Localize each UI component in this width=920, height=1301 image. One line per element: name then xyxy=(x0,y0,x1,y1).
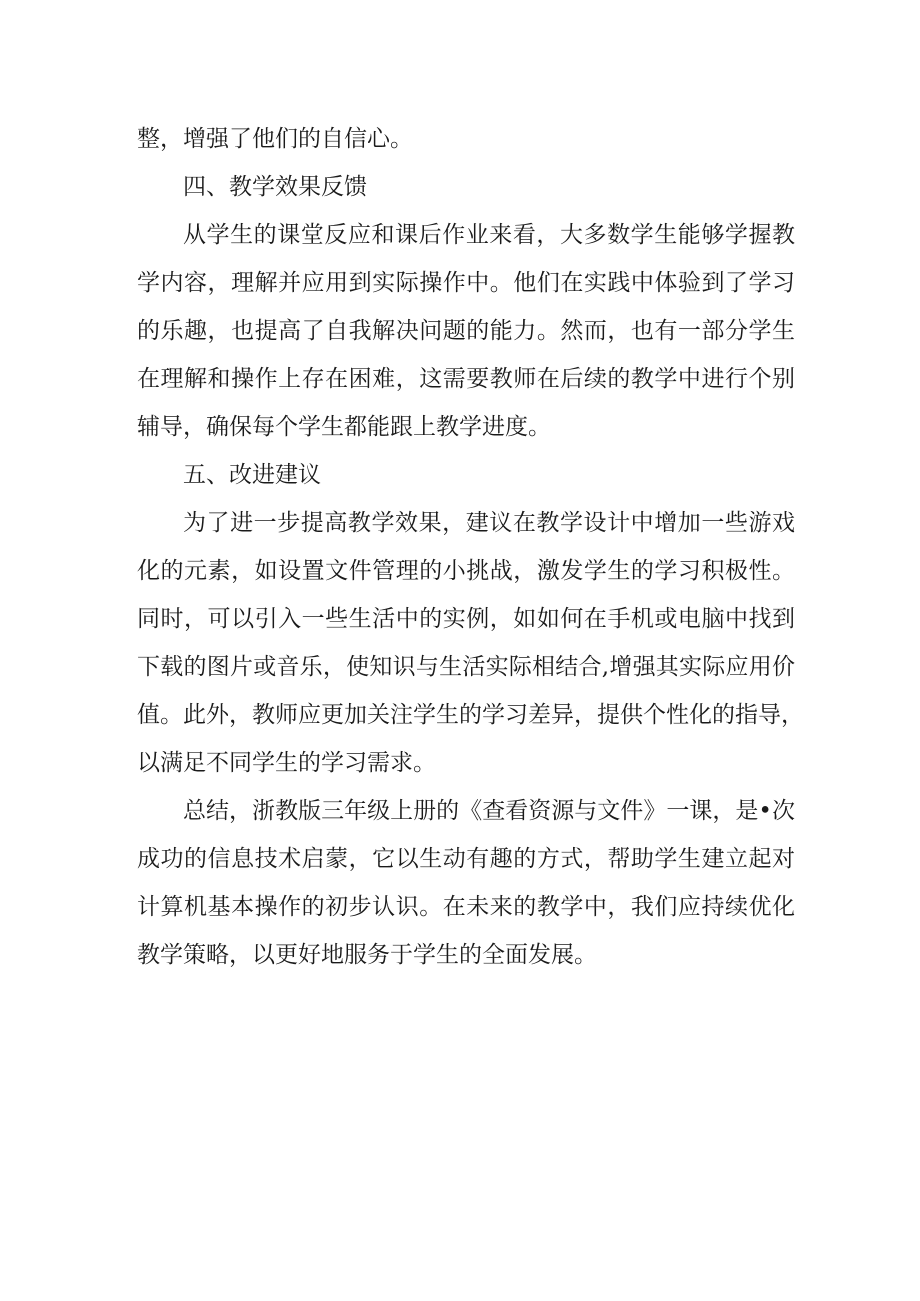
text-line: 下载的图片或音乐，使知识与生活实际相结合,增强其实际应用价 xyxy=(137,654,795,680)
heading-text: 五、改进建议 xyxy=(183,462,321,488)
text-line: 从学生的课堂反应和课后作业来看，大多数学生能够学握教 xyxy=(183,222,795,248)
section-heading-4 xyxy=(137,163,795,211)
text-line: 的乐趣，也提高了自我解决问题的能力。然而，也有一部分学生 xyxy=(137,318,795,344)
text-line: 为了进一步提高教学效果，建议在教学设计中增加一些游戏 xyxy=(183,510,795,536)
document-body xyxy=(137,115,804,979)
paragraph-feedback xyxy=(137,211,795,451)
text-line: 以满足不同学生的学习需求。 xyxy=(137,750,436,776)
text-line: 同时，可以引入一些生活中的实例，如如何在手机或电脑中找到 xyxy=(137,606,795,632)
section-heading-5 xyxy=(137,451,795,499)
text-line: 值。此外，教师应更加关注学生的学习差异，提供个性化的指导， xyxy=(137,702,804,728)
text-line: 化的元素，如设置文件管理的小挑战，激发学生的学习积极性。 xyxy=(137,558,795,584)
text-line: 成功的信息技术启蒙，它以生动有趣的方式，帮助学生建立起对 xyxy=(137,846,795,872)
paragraph-summary xyxy=(137,787,795,979)
text-line: 整，增强了他们的自信心。 xyxy=(137,126,413,152)
text-line: 总结，浙教版三年级上册的《查看资源与文件》一课，是•次 xyxy=(183,798,795,824)
text-line: 计算机基本操作的初步认识。在未来的教学中，我们应持续优化 xyxy=(137,894,795,920)
text-line: 在理解和操作上存在困难，这需要教师在后续的教学中进行个别 xyxy=(137,366,795,392)
heading-text: 四、教学效果反馈 xyxy=(183,174,367,200)
text-line: 辅导，确保每个学生都能跟上教学进度。 xyxy=(137,414,551,440)
text-line: 教学策略，以更好地服务于学生的全面发展。 xyxy=(137,942,597,968)
text-line: 学内容，理解并应用到实际操作中。他们在实践中体验到了学习 xyxy=(137,270,795,296)
paragraph-suggestions xyxy=(137,499,804,787)
paragraph-continuation xyxy=(137,115,795,163)
